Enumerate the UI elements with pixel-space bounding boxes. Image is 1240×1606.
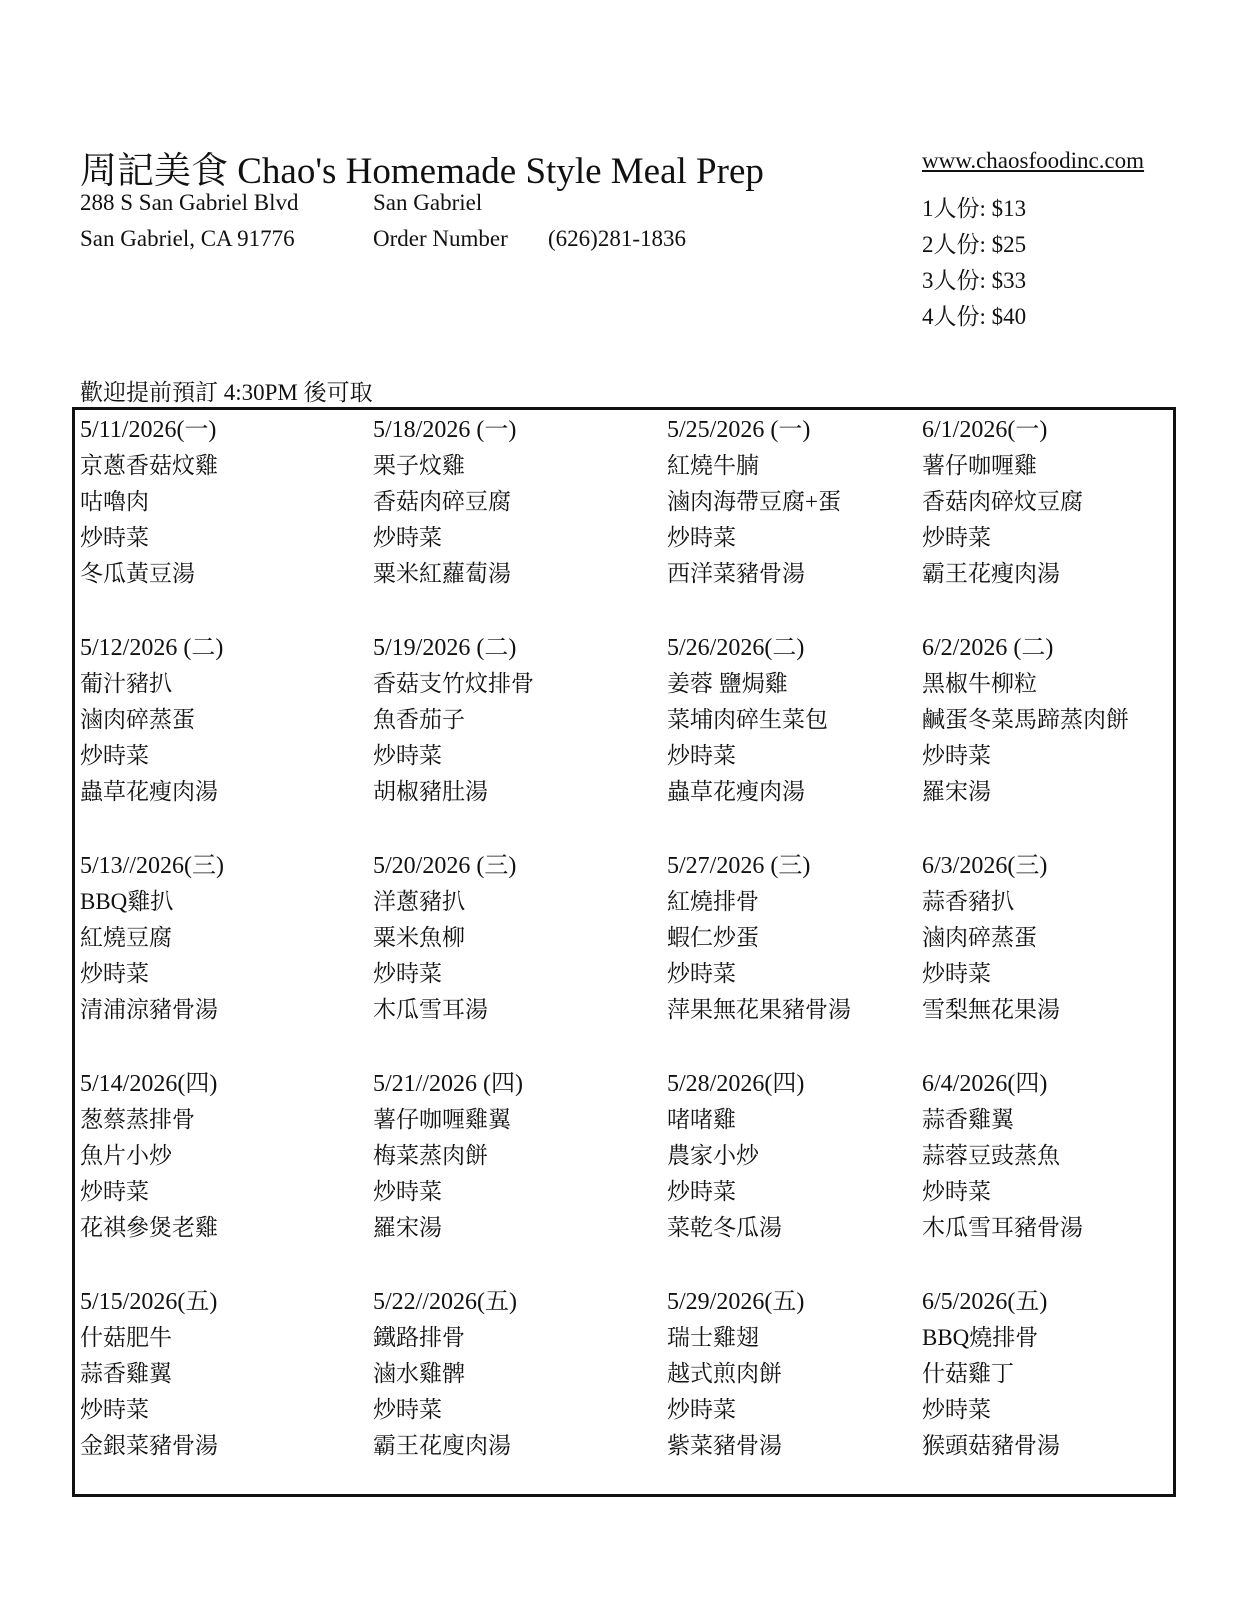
menu-dish: 鐵路排骨 [373,1325,465,1350]
menu-date: 5/25/2026 (一) [667,417,811,443]
menu-date: 5/20/2026 (三) [373,853,517,879]
menu-day-cell [922,1284,1060,1464]
menu-dish: 炒時菜 [667,1397,736,1422]
menu-dish: 滷水雞髀 [373,1361,465,1386]
menu-dish: 炒時菜 [80,525,149,550]
menu-dish: 萍果無花果豬骨湯 [667,997,851,1022]
menu-day-cell [80,1284,218,1464]
menu-dish: 胡椒豬肚湯 [373,779,488,804]
menu-date: 5/14/2026(四) [80,1071,218,1097]
menu-dish: 炒時菜 [80,961,149,986]
menu-dish: 什菇肥牛 [80,1325,172,1350]
menu-dish: 蒜香雞翼 [80,1361,172,1386]
menu-day-cell [80,630,223,810]
menu-date: 6/4/2026(四) [922,1071,1048,1097]
price-2-person: 2人份: $25 [922,232,1027,257]
menu-dish: 菜乾冬瓜湯 [667,1215,782,1240]
menu-date: 6/2/2026 (二) [922,635,1054,661]
city-label: San Gabriel [373,190,483,215]
menu-day-cell [667,1284,804,1464]
menu-dish: 木瓜雪耳湯 [373,997,488,1022]
menu-dish: 滷肉碎蒸蛋 [922,925,1037,950]
menu-dish: 什菇雞丁 [922,1361,1014,1386]
menu-dish: 羅宋湯 [373,1215,442,1240]
menu-dish: BBQ雞扒 [80,889,174,914]
menu-dish: 葱蔡蒸排骨 [80,1107,195,1132]
menu-date: 6/3/2026(三) [922,853,1048,879]
menu-dish: 炒時菜 [667,1179,736,1204]
menu-day-cell [373,630,534,810]
page-title: 周記美食 Chao's Homemade Style Meal Prep [80,151,764,192]
menu-dish: 葡汁豬扒 [80,671,172,696]
price-3-person: 3人份: $33 [922,268,1027,293]
menu-dish: 滷肉海帶豆腐+蛋 [667,489,841,514]
menu-day-cell [80,848,224,1028]
menu-dish: 薯仔咖喱雞 [922,453,1037,478]
price-1-person: 1人份: $13 [922,196,1027,221]
menu-dish: 蟲草花瘦肉湯 [80,779,218,804]
menu-date: 5/26/2026(二) [667,635,805,661]
menu-dish: 猴頭菇豬骨湯 [922,1433,1060,1458]
menu-dish: 炒時菜 [667,525,736,550]
menu-dish: 西洋菜豬骨湯 [667,561,805,586]
menu-dish: 炒時菜 [373,1179,442,1204]
menu-dish: 炒時菜 [667,743,736,768]
menu-dish: 洋蔥豬扒 [373,889,465,914]
menu-dish: 霸王花廋肉湯 [373,1433,511,1458]
menu-dish: 紫菜豬骨湯 [667,1433,782,1458]
menu-dish: 農家小炒 [667,1143,759,1168]
menu-dish: BBQ燒排骨 [922,1325,1039,1350]
menu-dish: 霸王花瘦肉湯 [922,561,1060,586]
menu-dish: 炒時菜 [373,525,442,550]
menu-dish: 紅燒豆腐 [80,925,172,950]
menu-day-cell [667,630,828,810]
menu-day-cell [922,630,1129,810]
menu-dish: 栗子炆雞 [373,453,465,478]
menu-day-cell [80,1066,218,1246]
menu-dish: 啫啫雞 [667,1107,736,1132]
menu-dish: 炒時菜 [80,743,149,768]
menu-day-cell [667,412,841,592]
menu-dish: 冬瓜黃豆湯 [80,561,195,586]
menu-date: 5/28/2026(四) [667,1071,805,1097]
menu-day-cell [922,412,1083,592]
menu-dish: 粟米紅蘿蔔湯 [373,561,511,586]
menu-dish: 瑞士雞翅 [667,1325,759,1350]
preorder-notice: 歡迎提前預訂 4:30PM 後可取 [80,380,373,405]
menu-dish: 炒時菜 [373,961,442,986]
menu-dish: 咕嚕肉 [80,489,149,514]
menu-dish: 紅燒牛腩 [667,453,759,478]
menu-dish: 金銀菜豬骨湯 [80,1433,218,1458]
menu-date: 5/11/2026(一) [80,417,217,443]
menu-dish: 姜蓉 鹽焗雞 [667,671,788,696]
menu-date: 5/21//2026 (四) [373,1071,523,1097]
menu-dish: 炒時菜 [922,961,991,986]
menu-day-cell [373,848,516,1028]
menu-date: 5/18/2026 (一) [373,417,517,443]
menu-dish: 花祺參煲老雞 [80,1215,218,1240]
menu-date: 6/5/2026(五) [922,1289,1048,1315]
menu-day-cell [667,1066,804,1246]
menu-dish: 炒時菜 [80,1397,149,1422]
menu-dish: 香菇肉碎炆豆腐 [922,489,1083,514]
menu-dish: 羅宋湯 [922,779,991,804]
menu-date: 5/12/2026 (二) [80,635,224,661]
menu-dish: 蟲草花瘦肉湯 [667,779,805,804]
menu-date: 5/22//2026(五) [373,1289,517,1315]
menu-dish: 粟米魚柳 [373,925,465,950]
menu-dish: 炒時菜 [373,743,442,768]
menu-date: 5/13//2026(三) [80,853,224,879]
menu-day-cell [922,848,1060,1028]
menu-dish: 滷肉碎蒸蛋 [80,707,195,732]
menu-dish: 炒時菜 [922,1179,991,1204]
menu-date: 5/15/2026(五) [80,1289,218,1315]
menu-dish: 蒜香雞翼 [922,1107,1014,1132]
menu-dish: 京蔥香菇炆雞 [80,453,218,478]
phone-number: (626)281-1836 [548,226,686,251]
menu-dish: 香菇支竹炆排骨 [373,671,534,696]
menu-dish: 清浦涼豬骨湯 [80,997,218,1022]
menu-dish: 木瓜雪耳豬骨湯 [922,1215,1083,1240]
menu-dish: 蝦仁炒蛋 [667,925,759,950]
menu-dish: 薯仔咖喱雞翼 [373,1107,511,1132]
menu-day-cell [373,1066,523,1246]
menu-date: 5/19/2026 (二) [373,635,517,661]
menu-dish: 香菇肉碎豆腐 [373,489,511,514]
menu-dish: 炒時菜 [373,1397,442,1422]
menu-dish: 菜埔肉碎生菜包 [667,707,828,732]
menu-dish: 鹹蛋冬菜馬蹄蒸肉餅 [922,707,1129,732]
menu-day-cell [373,1284,517,1464]
menu-dish: 雪梨無花果湯 [922,997,1060,1022]
menu-date: 5/29/2026(五) [667,1289,805,1315]
menu-dish: 蒜蓉豆豉蒸魚 [922,1143,1060,1168]
menu-dish: 炒時菜 [922,743,991,768]
menu-date: 6/1/2026(一) [922,417,1048,443]
menu-dish: 炒時菜 [80,1179,149,1204]
menu-dish: 炒時菜 [922,525,991,550]
address-city-state-zip: San Gabriel, CA 91776 [80,226,295,251]
menu-dish: 魚片小炒 [80,1143,172,1168]
website-link[interactable]: www.chaosfoodinc.com [922,148,1145,173]
menu-dish: 越式煎肉餅 [667,1361,782,1386]
menu-date: 5/27/2026 (三) [667,853,811,879]
menu-day-cell [373,412,516,592]
order-number-label: Order Number [373,226,508,251]
menu-day-cell [922,1066,1083,1246]
menu-day-cell [80,412,218,592]
menu-dish: 蒜香豬扒 [922,889,1014,914]
menu-dish: 炒時菜 [667,961,736,986]
price-4-person: 4人份: $40 [922,304,1027,329]
menu-day-cell [667,848,851,1028]
address-street: 288 S San Gabriel Blvd [80,190,299,215]
menu-dish: 梅菜蒸肉餅 [373,1143,488,1168]
menu-dish: 紅燒排骨 [667,889,759,914]
menu-dish: 炒時菜 [922,1397,991,1422]
menu-dish: 魚香茄子 [373,707,465,732]
menu-dish: 黑椒牛柳粒 [922,671,1037,696]
